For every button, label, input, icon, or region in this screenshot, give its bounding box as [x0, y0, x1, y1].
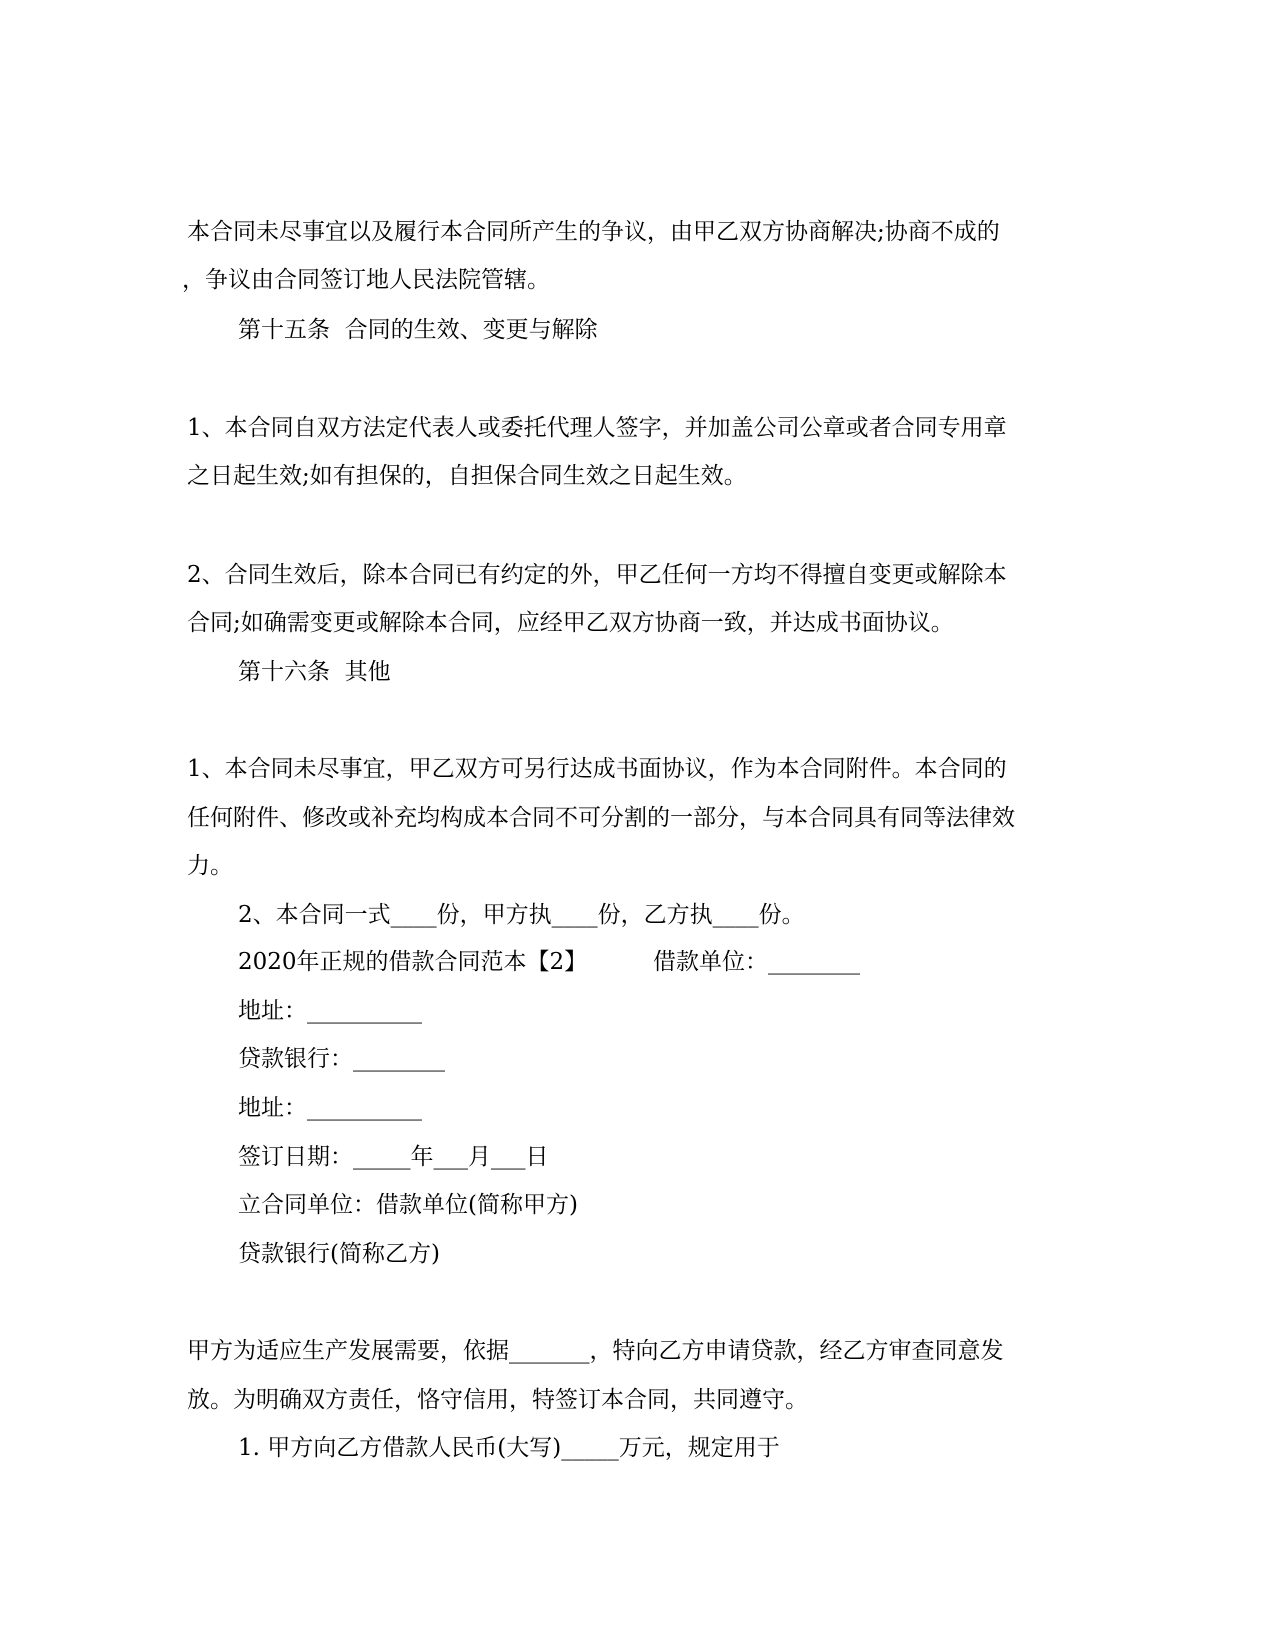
- paragraph-line: 力。: [187, 853, 233, 879]
- form-field-line: 地址：__________: [238, 998, 422, 1024]
- paragraph-line: 1、本合同未尽事宜，甲乙双方可另行达成书面协议，作为本合同附件。本合同的: [187, 756, 1007, 782]
- paragraph-line: 1、本合同自双方法定代表人或委托代理人签字，并加盖公司公章或者合同专用章: [187, 415, 1007, 441]
- paragraph-line: 本合同未尽事宜以及履行本合同所产生的争议，由甲乙双方协商解决;协商不成的: [187, 219, 1000, 245]
- paragraph-line: ，争议由合同签订地人民法院管辖。: [182, 267, 550, 293]
- paragraph-line: 2、本合同一式____份，甲方执____份，乙方执____份。: [238, 902, 805, 928]
- paragraph-line: 放。为明确双方责任，恪守信用，特签订本合同，共同遵守。: [187, 1387, 808, 1413]
- paragraph-line: 任何附件、修改或补充均构成本合同不可分割的一部分，与本合同具有同等法律效: [187, 805, 1015, 831]
- paragraph-line: 之日起生效;如有担保的，自担保合同生效之日起生效。: [187, 463, 747, 489]
- paragraph-line: 合同;如确需变更或解除本合同，应经甲乙双方协商一致，并达成书面协议。: [187, 610, 954, 636]
- form-field-line: 立合同单位：借款单位(简称甲方): [238, 1192, 578, 1218]
- section-heading: 第十六条 其他: [238, 659, 391, 685]
- paragraph-line: 1. 甲方向乙方借款人民币(大写)_____万元，规定用于: [238, 1435, 780, 1461]
- paragraph-line: 2、合同生效后，除本合同已有约定的外，甲乙任何一方均不得擅自变更或解除本: [187, 562, 1007, 588]
- form-field-line: 签订日期：_____年___月___日: [238, 1144, 549, 1170]
- form-field-line: 贷款银行：________: [238, 1046, 445, 1072]
- section-heading: 第十五条 合同的生效、变更与解除: [238, 317, 598, 343]
- contract-title-line: 2020年正规的借款合同范本【2】 借款单位：________: [238, 949, 860, 975]
- form-field-line: 贷款银行(简称乙方): [238, 1241, 440, 1267]
- paragraph-line: 甲方为适应生产发展需要，依据_______，特向乙方申请贷款，经乙方审查同意发: [187, 1338, 1004, 1364]
- form-field-line: 地址：__________: [238, 1095, 422, 1121]
